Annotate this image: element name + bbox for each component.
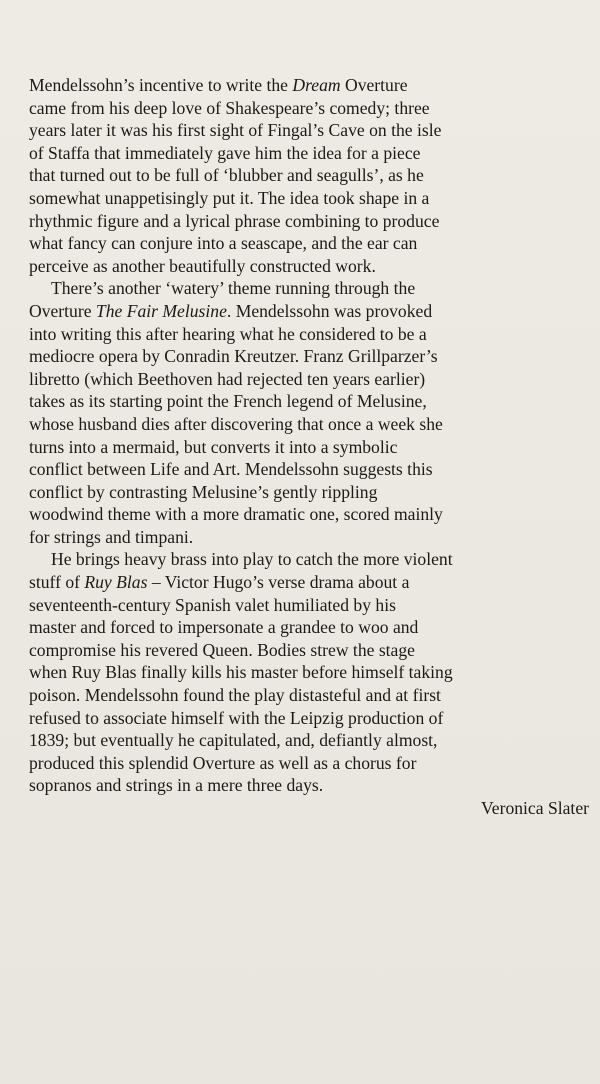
text-line <box>29 594 589 617</box>
text-line <box>29 368 589 391</box>
text-run: 1839; but eventually he capitulated, and, defiantly almost, <box>29 730 438 751</box>
text-run: somewhat unappetisingly put it. The idea took shape in a <box>29 187 430 208</box>
text-line <box>29 571 589 594</box>
text-run: Overture <box>29 300 96 321</box>
liner-notes-text <box>29 74 589 820</box>
text-line <box>29 548 589 571</box>
text-line <box>29 684 589 707</box>
text-run: produced this splendid Overture as well as a chorus for <box>29 752 417 773</box>
text-line <box>29 729 589 752</box>
text-run: sopranos and strings in a mere three days. <box>29 775 324 796</box>
text-line <box>29 232 589 255</box>
text-run: when Ruy Blas finally kills his master before himself taking <box>29 662 453 683</box>
text-run: years later it was his first sight of Fingal’s Cave on the isle <box>29 120 442 141</box>
italic-title: Dream <box>292 75 341 95</box>
paragraph-2 <box>29 277 589 548</box>
text-run: mediocre opera by Conradin Kreutzer. Franz Grillparzer’s <box>29 346 438 367</box>
text-line <box>29 436 589 459</box>
text-line <box>29 774 589 797</box>
text-run: woodwind theme with a more dramatic one, scored mainly <box>29 504 443 525</box>
text-run: of Staffa that immediately gave him the idea for a piece <box>29 142 421 163</box>
text-line <box>29 277 589 300</box>
text-run: takes as its starting point the French legend of Melusine, <box>29 391 427 412</box>
text-run: compromise his revered Queen. Bodies strew the stage <box>29 639 415 660</box>
text-run: master and forced to impersonate a grandee to woo and <box>29 617 419 638</box>
text-run: conflict between Life and Art. Mendelssohn suggests this <box>29 459 433 480</box>
text-line <box>29 390 589 413</box>
text-line <box>29 616 589 639</box>
text-run: into writing this after hearing what he considered to be a <box>29 323 427 344</box>
author-signature: Veronica Slater <box>481 798 589 818</box>
italic-title: The Fair Melusine <box>95 300 227 321</box>
text-run: . Mendelssohn was provoked <box>226 300 433 321</box>
text-run: – Victor Hugo’s verse drama about a <box>147 572 410 593</box>
text-line <box>29 481 589 504</box>
paragraph-1 <box>29 74 589 277</box>
text-run: stuff of <box>29 572 85 593</box>
text-run: poison. Mendelssohn found the play distasteful and at first <box>29 685 441 706</box>
text-run: perceive as another beautifully constructed work. <box>29 255 376 276</box>
text-run: conflict by contrasting Melusine’s gently rippling <box>29 481 378 502</box>
text-run: that turned out to be full of ‘blubber and seagulls’, as he <box>29 165 424 186</box>
text-run: whose husband dies after discovering that once a week she <box>29 413 443 434</box>
text-run: seventeenth-century Spanish valet humiliated by his <box>29 594 396 615</box>
text-line <box>29 210 589 233</box>
text-line <box>29 707 589 730</box>
text-run: came from his deep love of Shakespeare’s comedy; three <box>29 97 430 118</box>
text-run: refused to associate himself with the Leipzig production of <box>29 707 444 728</box>
text-line <box>29 639 589 662</box>
text-run: libretto (which Beethoven had rejected ten years earlier) <box>29 368 426 389</box>
text-line <box>29 300 589 323</box>
text-run: turns into a mermaid, but converts it into a symbolic <box>29 436 398 457</box>
paragraph-3 <box>29 548 589 797</box>
italic-title: Ruy Blas <box>84 572 148 593</box>
text-line <box>29 142 589 165</box>
text-line <box>29 345 589 368</box>
text-line <box>29 164 589 187</box>
text-line <box>29 74 589 97</box>
text-line <box>29 187 589 210</box>
text-line <box>29 661 589 684</box>
text-line <box>29 458 589 481</box>
text-line <box>29 119 589 142</box>
text-line <box>29 413 589 436</box>
text-run: for strings and timpani. <box>29 526 194 547</box>
text-line <box>29 752 589 775</box>
text-run: Mendelssohn’s incentive to write the <box>29 75 293 95</box>
text-line <box>29 323 589 346</box>
text-run: He brings heavy brass into play to catch the more violent <box>51 549 453 570</box>
text-line <box>29 255 589 278</box>
text-line <box>29 526 589 549</box>
text-run: what fancy can conjure into a seascape, and the ear can <box>29 233 418 254</box>
text-run: rhythmic figure and a lyrical phrase combining to produce <box>29 210 440 231</box>
text-line <box>29 97 589 120</box>
text-line <box>29 503 589 526</box>
text-run: Overture <box>340 75 408 95</box>
text-run: There’s another ‘watery’ theme running through the <box>51 278 416 299</box>
